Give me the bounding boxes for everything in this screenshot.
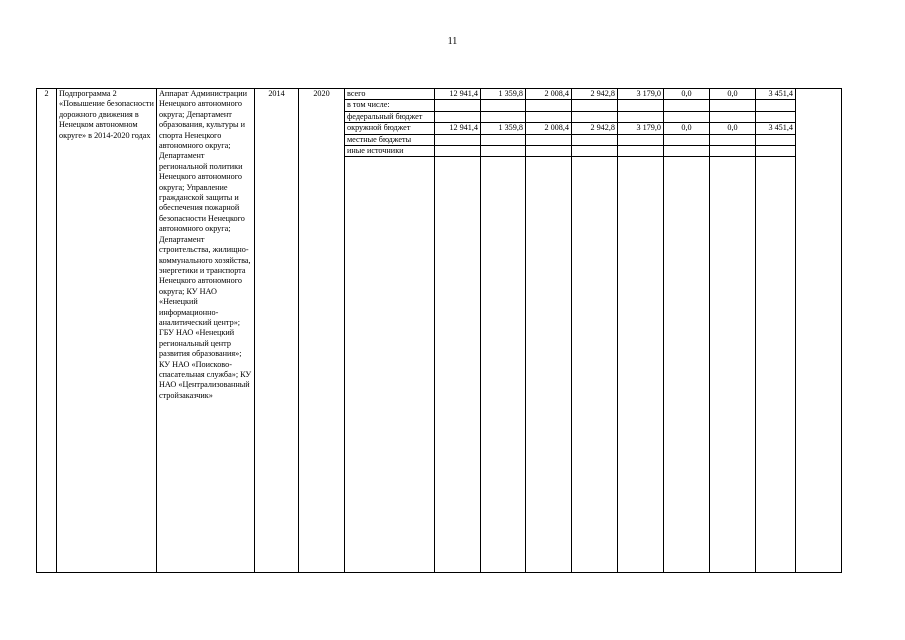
value-cell — [710, 157, 756, 573]
funding-source-cell: окружной бюджет — [345, 123, 435, 134]
value-cell — [756, 146, 796, 157]
value-cell: 0,0 — [664, 123, 710, 134]
year-end-cell: 2020 — [299, 89, 345, 573]
value-cell — [435, 100, 481, 111]
value-cell — [526, 146, 572, 157]
value-cell — [618, 157, 664, 573]
value-cell: 2 008,4 — [526, 89, 572, 100]
row-number-cell: 2 — [37, 89, 57, 573]
value-cell — [481, 146, 526, 157]
table-row — [37, 89, 842, 100]
value-cell — [435, 134, 481, 145]
value-cell — [618, 134, 664, 145]
funding-source-cell: всего — [345, 89, 435, 100]
value-cell: 1 359,8 — [481, 123, 526, 134]
value-cell — [756, 111, 796, 122]
value-cell — [526, 157, 572, 573]
value-cell — [572, 111, 618, 122]
value-cell: 3 451,4 — [756, 123, 796, 134]
page-number: 11 — [447, 36, 458, 47]
value-cell: 2 942,8 — [572, 89, 618, 100]
value-cell — [481, 134, 526, 145]
value-cell — [481, 100, 526, 111]
value-cell — [526, 100, 572, 111]
funding-source-cell: в том числе: — [345, 100, 435, 111]
value-cell — [710, 134, 756, 145]
value-cell — [710, 146, 756, 157]
subprogram-name-cell: Подпрограмма 2 «Повышение безопасности дорожного движения в Ненецком автономном округе» в 2014-2020 годах — [57, 89, 157, 573]
value-cell: 2 942,8 — [572, 123, 618, 134]
empty-notes-cell — [796, 89, 842, 573]
value-cell: 0,0 — [710, 89, 756, 100]
value-cell: 12 941,4 — [435, 123, 481, 134]
value-cell — [664, 157, 710, 573]
funding-table — [36, 88, 842, 573]
value-cell: 12 941,4 — [435, 89, 481, 100]
value-cell — [664, 111, 710, 122]
value-cell — [710, 111, 756, 122]
value-cell — [481, 157, 526, 573]
value-cell — [435, 146, 481, 157]
value-cell: 3 179,0 — [618, 89, 664, 100]
value-cell — [618, 100, 664, 111]
value-cell — [664, 134, 710, 145]
value-cell — [710, 100, 756, 111]
funding-source-cell: иные источники — [345, 146, 435, 157]
value-cell — [756, 100, 796, 111]
value-cell: 3 451,4 — [756, 89, 796, 100]
empty-cell — [345, 157, 435, 573]
funding-source-cell: местные бюджеты — [345, 134, 435, 145]
value-cell — [664, 146, 710, 157]
value-cell — [526, 134, 572, 145]
value-cell — [664, 100, 710, 111]
value-cell — [572, 100, 618, 111]
value-cell — [756, 134, 796, 145]
value-cell — [618, 111, 664, 122]
value-cell — [435, 157, 481, 573]
value-cell: 2 008,4 — [526, 123, 572, 134]
funding-source-cell: федеральный бюджет — [345, 111, 435, 122]
value-cell — [481, 111, 526, 122]
value-cell — [572, 146, 618, 157]
value-cell: 0,0 — [710, 123, 756, 134]
year-start-cell: 2014 — [255, 89, 299, 573]
value-cell — [572, 157, 618, 573]
value-cell — [435, 111, 481, 122]
value-cell — [756, 157, 796, 573]
value-cell: 3 179,0 — [618, 123, 664, 134]
value-cell — [526, 111, 572, 122]
value-cell — [572, 134, 618, 145]
value-cell — [618, 146, 664, 157]
value-cell: 0,0 — [664, 89, 710, 100]
executors-cell: Аппарат Администрации Ненецкого автономного округа; Департамент образования, культуры и спорта Ненецкого автономного округа; Департамент региональной политики Ненецкого автономного округа; Управление гражданской защиты и обеспечения пожарной безопасности Ненецкого автономного округа; Департамент строительства, жилищно-коммунального хозяйства, энергетики и транспорта Ненецкого автономного округа; КУ НАО «Ненецкий информационно-аналитический центр»; ГБУ НАО «Ненецкий региональный центр развития образования»; КУ НАО «Поисково-спасательная служба»; КУ НАО «Централизованный стройзаказчик» — [157, 89, 255, 573]
value-cell: 1 359,8 — [481, 89, 526, 100]
